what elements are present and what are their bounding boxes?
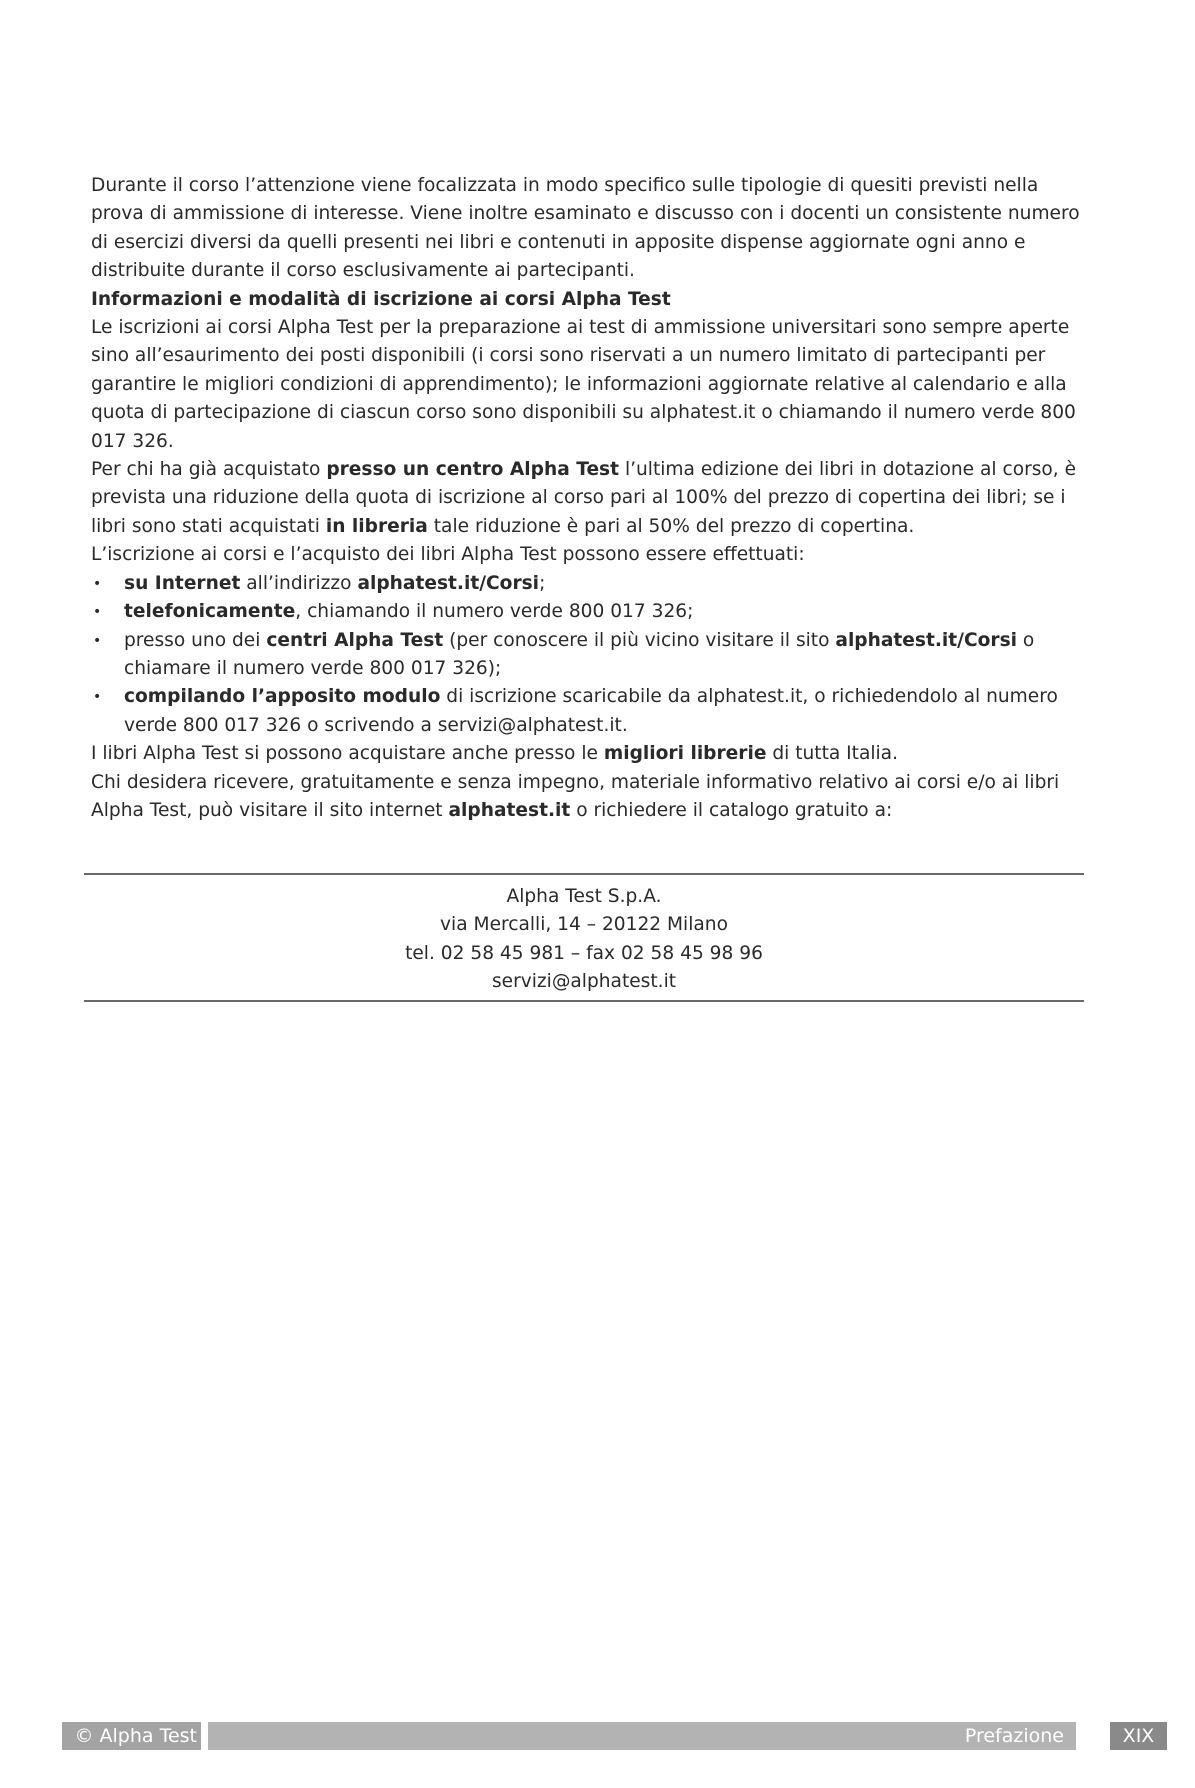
bullet-icon: • (93, 632, 102, 649)
email-address: servizi@alphatest.it (491, 971, 677, 993)
divider (84, 1000, 1084, 1002)
section-label: Prefazione (208, 1722, 1076, 1750)
bold-text: migliori librerie (603, 743, 767, 765)
intro-paragraph: Durante il corso l’attenzione viene focalizzata in modo specifico sulle tipologie di quesiti previsti nella prova di ammissione di interesse. Viene inoltre esaminato e discusso con i docenti un consistente numero di esercizi diversi da quelli presenti nei libri e contenuti in apposite dispense aggiornate ogni anno e distribuite durante il corso esclusivamente ai partecipanti. (91, 175, 1080, 282)
text: presso uno dei (124, 629, 267, 651)
address-text (84, 883, 1084, 997)
bullet-list (91, 570, 1086, 740)
street-address: via Mercalli, 14 – 20122 Milano (440, 914, 728, 936)
paragraph-modalita: L’iscrizione ai corsi e l’acquisto dei libri Alpha Test possono essere effettuati: (91, 544, 805, 566)
bold-text: presso un centro Alpha Test (326, 459, 620, 481)
paragraph-catalogo (91, 769, 1086, 826)
text: tale riduzione è pari al 50% del prezzo di copertina. (427, 515, 915, 537)
page-number: XIX (1110, 1722, 1167, 1750)
bold-text: compilando l’apposito modulo (124, 686, 441, 708)
bold-text: centri Alpha Test (266, 629, 444, 651)
bullet-icon: • (93, 689, 102, 706)
paragraph-riduzione (91, 456, 1086, 541)
text: I libri Alpha Test si possono acquistare anche presso le (91, 743, 604, 765)
text: di iscrizione scaricabile da alphatest.it, o richiedendolo al numero verde 800 017 326 o scrivendo a servizi@alphatest.it. (124, 686, 1058, 736)
list-item (91, 570, 1086, 598)
bold-text: in libreria (325, 515, 428, 537)
text: l’ultima edizione dei libri in dotazione al corso, è prevista una riduzione della quota di iscrizione al corso pari al 100% del prezzo di copertina dei libri; se i libri sono stati acquistati (91, 459, 1077, 537)
copyright-label: © Alpha Test (62, 1722, 201, 1750)
bold-text: su Internet (124, 572, 241, 594)
section-heading: Informazioni e modalità di iscrizione ai corsi Alpha Test (91, 288, 671, 310)
text: di tutta Italia. (766, 743, 898, 765)
text: o richiedere il catalogo gratuito a: (570, 799, 893, 821)
list-item (91, 627, 1086, 684)
company-name: Alpha Test S.p.A. (506, 886, 662, 907)
bullet-icon: • (93, 575, 102, 592)
bold-link-text: alphatest.it/Corsi (835, 629, 1018, 651)
bold-link-text: alphatest.it/Corsi (357, 572, 540, 594)
address-block (84, 873, 1084, 1001)
text: ; (539, 572, 546, 594)
text: o chiamare il numero verde 800 017 326); (124, 629, 1035, 679)
bold-link-text: alphatest.it (448, 799, 571, 821)
text: Per chi ha già acquistato (91, 459, 327, 481)
paragraph-librerie (91, 740, 1086, 768)
text: , chiamando il numero verde 800 017 326; (295, 601, 694, 623)
text: all’indirizzo (240, 572, 358, 594)
paragraph-iscrizioni: Le iscrizioni ai corsi Alpha Test per la preparazione ai test di ammissione universitari sono sempre aperte sino all’esaurimento dei posti disponibili (i corsi sono riservati a un numero limitato di partecipanti per garantire le migliori condizioni di apprendimento); le informazioni aggiornate relative al calendario e alla quota di partecipazione di ciascun corso sono disponibili su alphatest.it o chiamando il numero verde 800 017 326. (91, 317, 1076, 452)
bold-text: telefonicamente (124, 601, 296, 623)
body-text (91, 172, 1086, 825)
text: Chi desidera ricevere, gratuitamente e senza impegno, materiale informativo relativo ai corsi e/o ai libri Alpha Test, può visitare il sito internet (91, 771, 1060, 821)
list-item (91, 683, 1086, 740)
list-item (91, 598, 1086, 626)
phone-fax: tel. 02 58 45 981 – fax 02 58 45 98 96 (405, 942, 763, 964)
divider (84, 873, 1084, 875)
text: (per conoscere il più vicino visitare il sito (443, 629, 836, 651)
page-footer (0, 1722, 1195, 1750)
bullet-icon: • (93, 604, 102, 621)
